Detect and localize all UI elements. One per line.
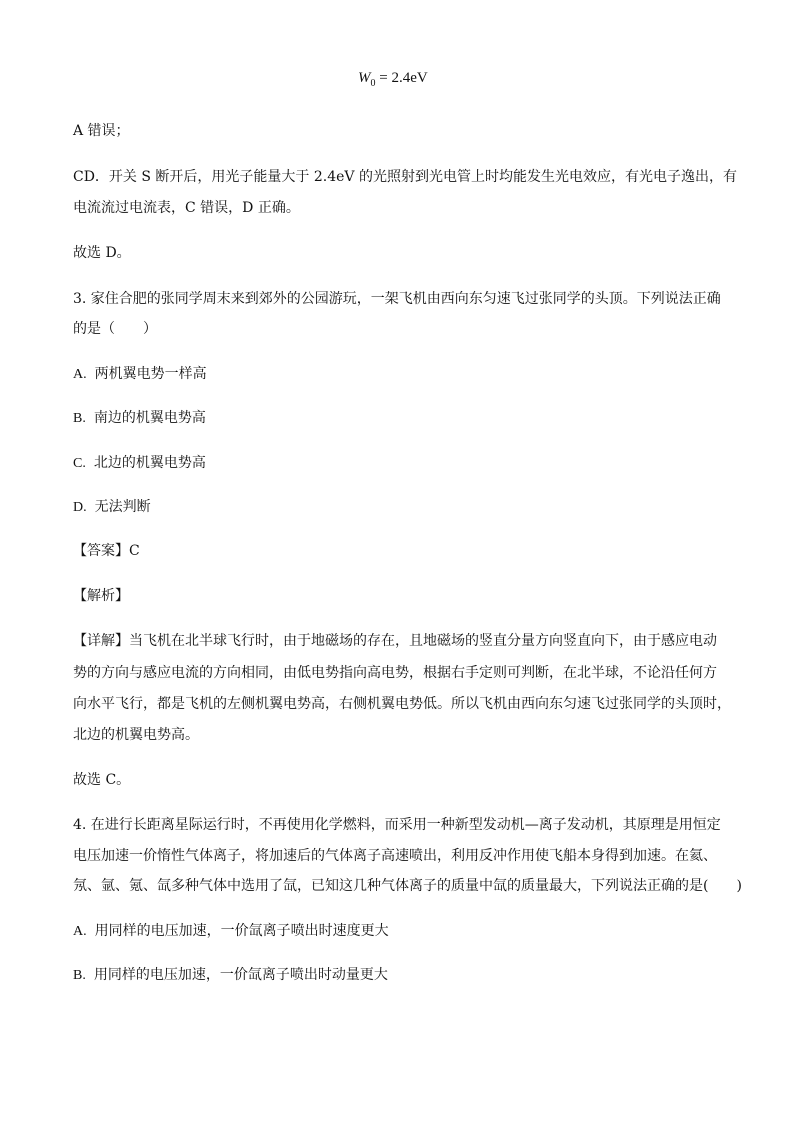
q3-option-d bbox=[73, 498, 151, 517]
formula-rhs: = 2.4eV bbox=[375, 70, 428, 86]
q3-option-label: A. bbox=[73, 367, 87, 382]
text-select-d: 故选 D。 bbox=[73, 245, 131, 261]
analysis-tag: 【解析】 bbox=[73, 588, 129, 604]
q3-option-label: B. bbox=[73, 411, 86, 426]
formula-w0 bbox=[358, 70, 428, 89]
text-cd-explain-1: CD．开关 S 断开后，用光子能量大于 2.4eV 的光照射到光电管上时均能发生光电效应，有光电子逸出，有 bbox=[73, 169, 737, 185]
formula-symbol: W bbox=[358, 70, 371, 86]
question-3-stem-1: 3. 家住合肥的张同学周末来到郊外的公园游玩，一架飞机由西向东匀速飞过张同学的头顶。下列说法正确 bbox=[73, 291, 721, 307]
q3-option-a bbox=[73, 365, 207, 384]
q3-option-label: C. bbox=[73, 456, 86, 471]
q3-option-text: 两机翼电势一样高 bbox=[94, 366, 207, 382]
q4-option-label: A. bbox=[73, 924, 87, 939]
q4-option-a bbox=[73, 922, 389, 941]
question-4-stem-1: 4. 在进行长距离星际运行时，不再使用化学燃料，而采用一种新型发动机—离子发动机，其原理是用恒定 bbox=[73, 817, 721, 833]
question-3-stem-2: 的是（ ） bbox=[73, 321, 157, 337]
detail-line-3: 向水平飞行，都是飞机的左侧机翼电势高，右侧机翼电势低。所以飞机由西向东匀速飞过张同学的头顶时， bbox=[73, 696, 731, 712]
q3-option-b bbox=[73, 409, 206, 428]
q4-option-text: 用同样的电压加速，一价氙离子喷出时速度更大 bbox=[94, 923, 389, 939]
question-4-stem-3: 氖、氩、氪、氙多种气体中选用了氙，已知这几种气体离子的质量中氙的质量最大，下列说法正确的是( ) bbox=[73, 878, 742, 894]
detail-line-1: 【详解】当飞机在北半球飞行时，由于地磁场的存在，且地磁场的竖直分量方向竖直向下，由于感应电动 bbox=[73, 633, 717, 649]
answer-tag: 【答案】C bbox=[73, 543, 140, 559]
text-cd-explain-2: 电流流过电流表，C 错误，D 正确。 bbox=[73, 200, 300, 216]
detail-line-4: 北边的机翼电势高。 bbox=[73, 727, 199, 743]
q3-option-label: D. bbox=[73, 500, 87, 515]
q4-option-text: 用同样的电压加速，一价氙离子喷出时动量更大 bbox=[93, 967, 388, 983]
q3-option-text: 北边的机翼电势高 bbox=[93, 455, 206, 471]
q3-option-text: 南边的机翼电势高 bbox=[93, 410, 206, 426]
detail-line-2: 势的方向与感应电流的方向相同，由低电势指向高电势，根据右手定则可判断，在北半球，不论沿任何方 bbox=[73, 665, 717, 681]
q3-option-c bbox=[73, 454, 206, 473]
text-a-wrong: A 错误； bbox=[73, 123, 130, 139]
text-select-c: 故选 C。 bbox=[73, 772, 131, 788]
q3-option-text: 无法判断 bbox=[94, 499, 151, 515]
formula-subscript: 0 bbox=[370, 78, 376, 89]
q4-option-label: B. bbox=[73, 968, 86, 983]
q4-option-b bbox=[73, 966, 388, 985]
question-4-stem-2: 电压加速一价惰性气体离子，将加速后的气体离子高速喷出，利用反冲作用使飞船本身得到加速。在氦、 bbox=[73, 848, 717, 864]
